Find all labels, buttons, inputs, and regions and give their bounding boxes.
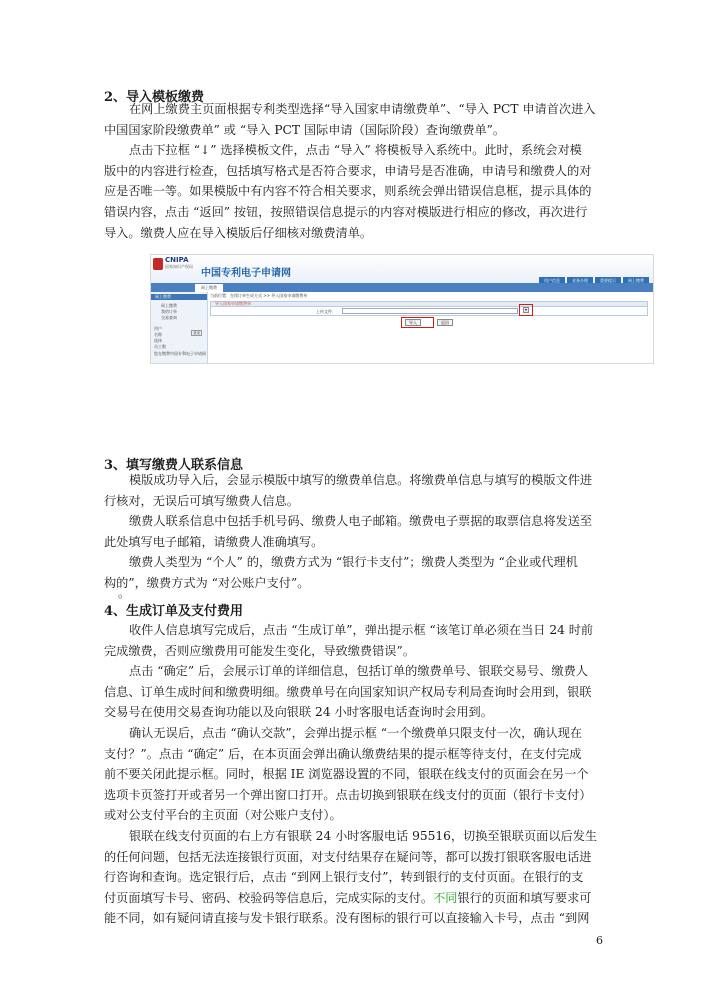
site-header — [151, 255, 653, 283]
sidebar-item-query[interactable]: 交易查询 — [161, 315, 177, 320]
sidebar-login-button[interactable]: 登录 — [193, 331, 200, 335]
paragraph-line: 支付？”。点击 “确定” 后，在本页面会弹出确认缴费结果的提示框等待支付，在支付完成 — [104, 746, 582, 761]
paragraph-line: 交易号在使用交易查询功能以及向银联 24 小时客服电话查询时会用到。 — [104, 705, 493, 720]
sidebar-header: 网上缴费 — [151, 294, 207, 300]
sidebar-field-name: 名称 — [154, 332, 162, 337]
paragraph-line: 的任何问题，包括无法连接银行页面，对支付结果存在疑问等，都可以拨打银联客服电话进 — [104, 849, 592, 864]
paragraph-line: 前不要关闭此提示框。同时，根据 IE 浏览器设置的不同，银联在线支付的页面会在另一个 — [104, 767, 589, 782]
paragraph-line: 银联在线支付页面的右上方有银联 24 小时客服电话 95516，切换至银联页面以后发生 — [129, 828, 598, 843]
paragraph-line-part: 银行的页面和填写要求可 — [457, 890, 592, 905]
paragraph-line: 此处填写电子邮箱，请缴费人准确填写。 — [104, 534, 324, 549]
paragraph-line: 能不同，如有疑问请直接与发卡银行联系。没有图标的银行可以直接输入卡号，点击 “到网 — [104, 911, 590, 926]
paragraph-line: 确认无误后，点击 “确认交款”，会弹出提示框 “一个缴费单只限支付一次，确认现在 — [129, 725, 583, 740]
content-area — [208, 292, 653, 363]
sidebar-item-orders[interactable]: 我的订单 — [161, 309, 177, 314]
section4-body — [104, 620, 604, 929]
paragraph-line: 中国国家阶段缴费单” 或 “导入 PCT 国际申请（国际阶段）查询缴费单”。 — [104, 122, 506, 137]
page-number: 6 — [596, 934, 603, 947]
paragraph-line: 点击下拉框 “↓” 选择模板文件，点击 “导入” 将模板导入系统中。此时，系统会对模 — [129, 143, 582, 158]
upload-file-input[interactable] — [342, 308, 518, 314]
site-title: 中国专利电子申请网 — [201, 268, 291, 279]
paragraph-line: 收件人信息填写完成后，点击 “生成订单”，弹出提示框 “该笔订单必须在当日 24 时前 — [129, 623, 594, 637]
paragraph-line: 导入。缴费人应在导入模版后仔细核对缴费清单。 — [104, 225, 373, 240]
sidebar-item-payment[interactable]: 网上缴费 — [161, 303, 177, 308]
paragraph-line — [104, 888, 604, 909]
paragraph-line: 模版成功导入后，会显示模版中填写的缴费单信息。将缴费单信息与填写的模版文件进 — [129, 473, 593, 487]
import-template-screenshot — [150, 254, 654, 364]
import-button[interactable]: 导入 — [405, 319, 421, 326]
nav-user-info[interactable]: 用户信息 — [539, 277, 565, 284]
panel-title: 导入国家申请缴费单 — [210, 301, 648, 307]
paragraph-line: 错误内容，点击 “返回” 按钮，按照错误信息提示的内容对模版进行相应的修改，再次进行 — [104, 204, 588, 219]
sidebar — [151, 292, 208, 363]
paragraph-line: 应是否唯一等。如果模版中有内容不符合相关要求，则系统会弹出错误信息框，提示具体的 — [104, 184, 592, 199]
cnipa-logo-icon — [153, 258, 163, 270]
logo-text: CNIPA — [165, 256, 189, 264]
paragraph-line: 在网上缴费主页面根据专利类型选择“导入国家申请缴费单”、“导入 PCT 申请首次进入 — [129, 102, 596, 116]
sidebar-field-select: 选择 — [154, 338, 162, 343]
paragraph-line: 构的”，缴费方式为 “对公账户支付”。 — [104, 575, 310, 590]
logo-subtitle: 国家知识产权局 — [165, 264, 193, 269]
green-highlight-text: 不同 — [433, 890, 458, 905]
sidebar-link[interactable]: 您在缴费中国专利电子申请网 — [154, 351, 206, 356]
paragraph-line: 缴费人类型为 “个人” 的，缴费方式为 “银行卡支付”；缴费人类型为 “企业或代理机 — [129, 555, 578, 570]
nav-notice[interactable]: 重要提示 — [595, 277, 621, 284]
paragraph-line-part: 付页面填写卡号、密码、校验码等信息后，完成实际的支付。 — [104, 890, 434, 905]
paragraph-line: 选项卡页签打开或者另一个弹出窗口打开。点击切换到银联在线支付的页面（银行卡支付） — [104, 787, 592, 802]
paragraph-line: 点击 “确定” 后，会展示订单的详细信息，包括订单的缴费单号、银联交易号、缴费人 — [129, 664, 588, 679]
paragraph-line: 信息、订单生成时间和缴费明细。缴费单号在向国家知识产权局专利局查询时会用到，银联 — [104, 684, 592, 699]
tab-online-payment[interactable]: 网上缴费 — [195, 284, 223, 292]
upload-label: 上传文件： — [316, 309, 336, 314]
paragraph-line: 行咨询和查询。选定银行后，点击 “到网上银行支付”，转到银行的支付页面。在银行的支 — [104, 870, 584, 885]
paragraph-line: 版中的内容进行检查，包括填写格式是否符合要求，申请号是否准确，申请号和缴费人的对 — [104, 163, 592, 178]
paragraph-line: 缴费人联系信息中包括手机号码、缴费人电子邮箱。缴费电子票据的取票信息将发送至 — [129, 514, 593, 529]
browse-dropdown-button[interactable]: ▾ — [524, 307, 527, 312]
sidebar-field-user: 用户 — [154, 326, 162, 331]
back-button[interactable]: 返回 — [437, 319, 453, 326]
nav-online-payment[interactable]: 网上缴费 — [623, 277, 649, 284]
section3-heading: 3、填写缴费人联系信息 — [104, 458, 244, 473]
stray-period: 。 — [118, 586, 131, 600]
section3-body — [104, 470, 604, 594]
paragraph-line: 或对公支付平台的主页面（对公账户支付）。 — [104, 808, 342, 823]
paragraph-line: 完成缴费，否则应缴费用可能发生变化，导致缴费错误”。 — [104, 643, 415, 658]
section4-heading: 4、生成订单及支付费用 — [104, 604, 244, 619]
paragraph-line: 行核对，无误后可填写缴费人信息。 — [104, 493, 299, 508]
sidebar-field-staff: 员工数 — [154, 344, 166, 349]
tab-bar — [151, 283, 653, 292]
section2-heading: 2、导入模板缴费 — [104, 90, 205, 105]
nav-business[interactable]: 业务办理 — [567, 277, 593, 284]
breadcrumb: 当前位置：在线订单生成方式 >> 导入国家申请缴费单 — [210, 293, 308, 298]
section2-body — [104, 99, 604, 243]
